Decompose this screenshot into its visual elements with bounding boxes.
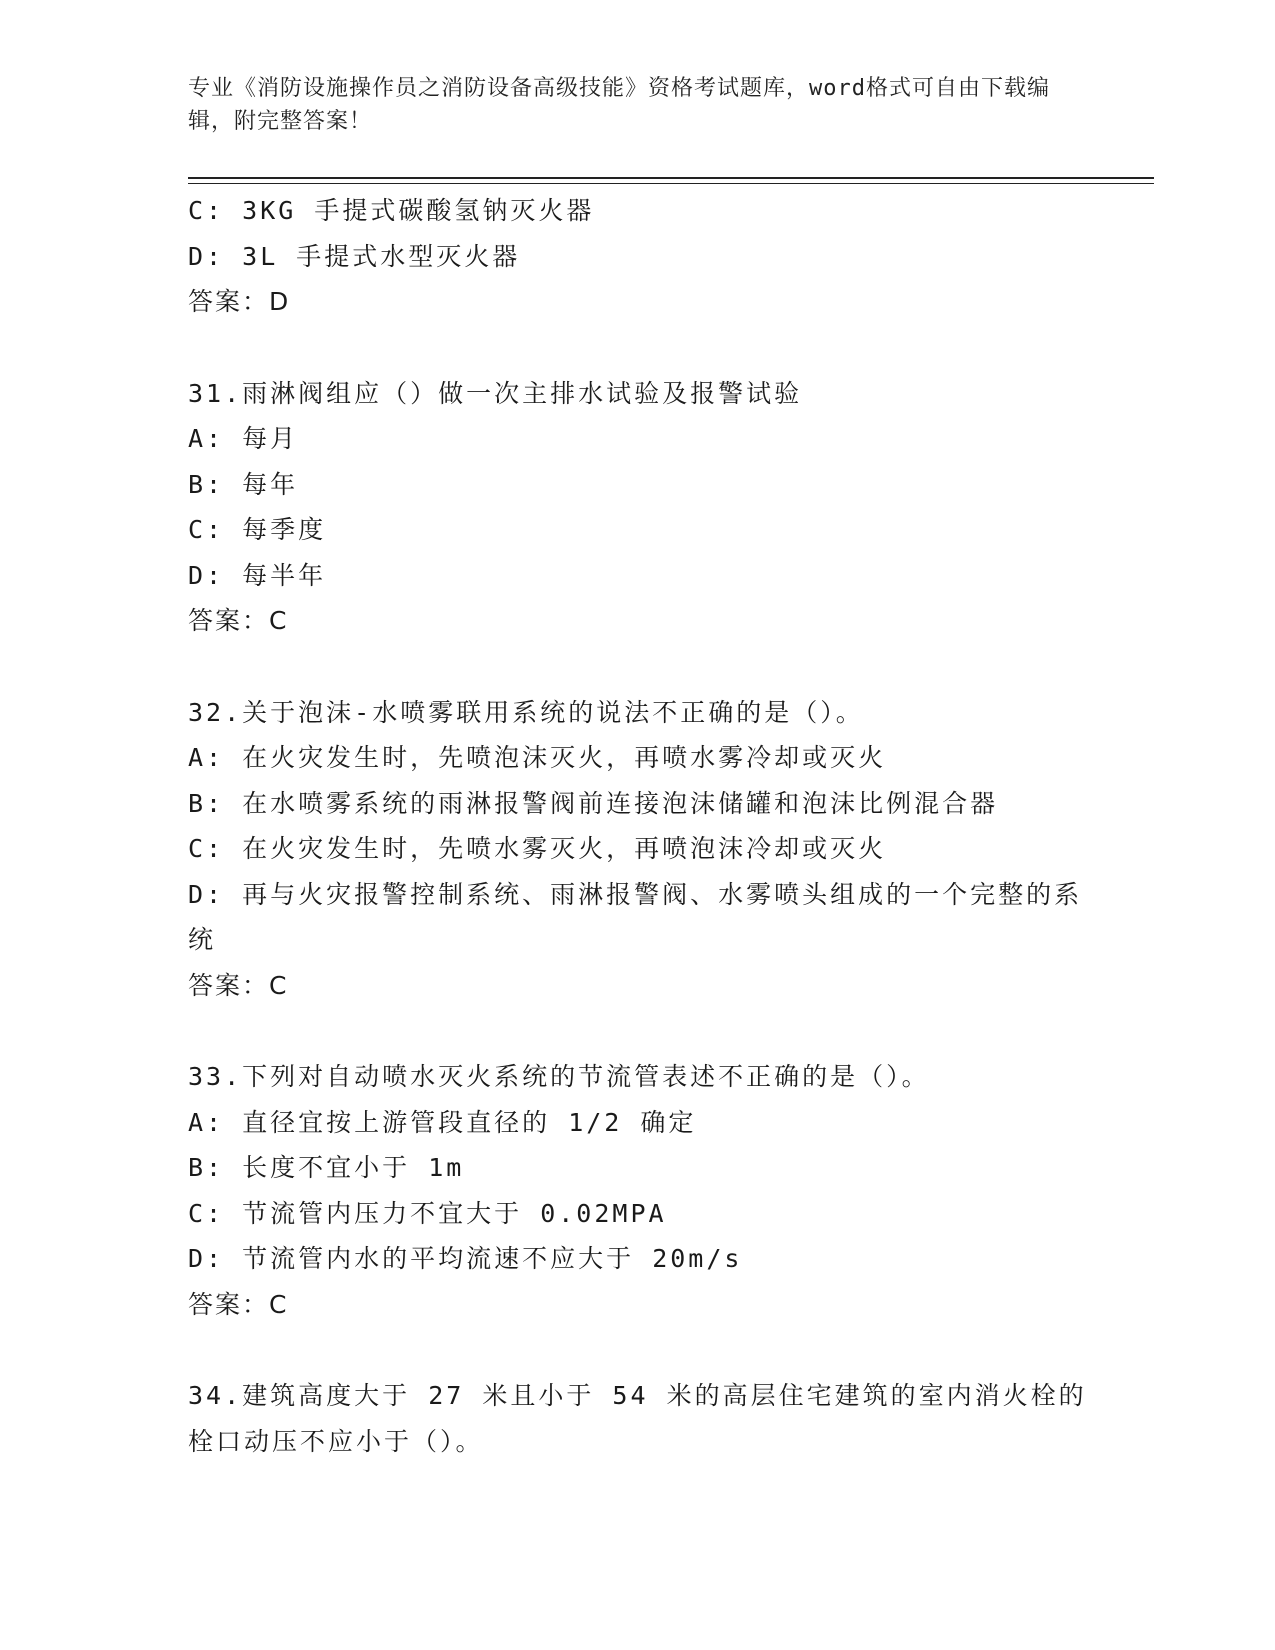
answer-line: 答案：C	[188, 970, 289, 1000]
page-header: 专业《消防设施操作员之消防设备高级技能》资格考试题库，word格式可自由下载编辑，附完整答案！	[188, 76, 1050, 134]
option-line: B: 长度不宜小于 1m	[188, 1153, 465, 1182]
question-stem: 33.下列对自动喷水灭火系统的节流管表述不正确的是（）。	[188, 1062, 930, 1091]
option-line: D: 节流管内水的平均流速不应大于 20m/s	[188, 1244, 743, 1273]
spacer	[188, 325, 1088, 371]
option-line: C: 节流管内压力不宜大于 0.02MPA	[188, 1198, 667, 1228]
header-rule-thin	[188, 183, 1154, 184]
option-line: B: 在水喷雾系统的雨淋报警阀前连接泡沫储罐和泡沫比例混合器	[188, 788, 999, 818]
question-stem: 32.关于泡沫-水喷雾联用系统的说法不正确的是（）。	[188, 697, 864, 727]
answer-line: 答案：D	[188, 287, 291, 316]
answer-line: 答案：C	[188, 1289, 289, 1319]
option-line: A: 每月	[188, 424, 299, 453]
option-line: B: 每年	[188, 469, 299, 499]
answer-line: 答案：C	[188, 606, 289, 635]
option-line: D: 3L 手提式水型灭火器	[188, 241, 521, 271]
option-line: D: 每半年	[188, 560, 327, 590]
option-line: C: 3KG 手提式碳酸氢钠灭火器	[188, 196, 595, 225]
option-line: C: 每季度	[188, 515, 327, 544]
option-line: A: 直径宜按上游管段直径的 1/2 确定	[188, 1107, 697, 1137]
question-stem: 34.建筑高度大于 27 米且小于 54 米的高层住宅建筑的室内消火栓的栓口动压不应小于（）。	[188, 1381, 1087, 1456]
spacer	[188, 644, 1088, 690]
option-line: A: 在火灾发生时，先喷泡沫灭火，再喷水雾冷却或灭火	[188, 743, 887, 772]
spacer	[188, 1327, 1088, 1373]
header-rule-thick	[188, 177, 1154, 179]
question-content	[188, 188, 1088, 1464]
question-stem: 31.雨淋阀组应（）做一次主排水试验及报警试验	[188, 378, 803, 408]
spacer	[188, 1008, 1088, 1054]
option-line: C: 在火灾发生时，先喷水雾灭火，再喷泡沫冷却或灭火	[188, 834, 887, 863]
option-line: D: 再与火灾报警控制系统、雨淋报警阀、水雾喷头组成的一个完整的系统	[188, 879, 1083, 954]
